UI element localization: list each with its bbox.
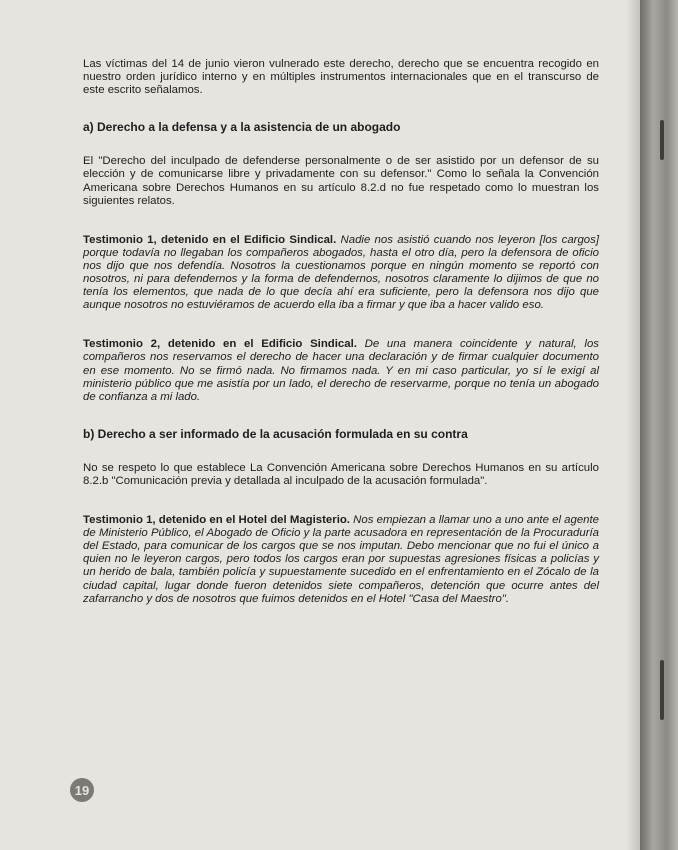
testimony-b1-title: Testimonio 1, detenido en el Hotel del Magisterio. xyxy=(83,514,350,527)
section-a-heading: a) Derecho a la defensa y a la asistencia de un abogado xyxy=(83,120,401,135)
spine-mark-top xyxy=(660,120,664,160)
section-a-paragraph: El "Derecho del inculpado de defenderse personalmente o de ser asistido por un defensor de su elección y de comunicarse libre y privadamente con su defensor." Como lo señala la Convención Americana sobre Derechos Humanos en su artículo 8.2.d no fue respetado como lo muestran los siguientes relatos. xyxy=(83,155,599,207)
testimony-b1 xyxy=(83,514,599,606)
page-content xyxy=(83,58,599,606)
testimony-a1-title: Testimonio 1, detenido en el Edificio Sindical. xyxy=(83,233,337,246)
section-b-heading: b) Derecho a ser informado de la acusación formulada en su contra xyxy=(83,426,468,441)
section-b-paragraph: No se respeto lo que establece La Convención Americana sobre Derechos Humanos en su artículo 8.2.b "Comunicación previa y detallada al inculpado de la acusación formulada". xyxy=(83,461,599,487)
testimony-a2 xyxy=(83,338,599,403)
testimony-a1 xyxy=(83,234,599,313)
testimony-a2-body: De una manera coincidente y natural, los compañeros nos reservamos el derecho de hacer una declaración y de firmar cualquier documento en ese momento. No se firmó nada. No firmamos nada. Y en mi caso particular, yo sí le exigí al ministerio público que me asistía por un lado, el derecho de reservarme, porque no tenía un abogado de confianza a mi lado. xyxy=(83,338,599,403)
page-number-badge: 19 xyxy=(70,778,94,802)
testimony-a1-body: Nadie nos asistió cuando nos leyeron [los cargos] porque todavía no llegaban los compañeros abogados, hasta el otro día, pero la defensora de oficio nos dijo que nos defendía. Nosotros la cuestionamos porque en ningún momento se reportó con nosotros, ni para defendernos y la forma de defendernos, nosotros claramente lo dijimos de que no tenía los elementos, que nada de lo que decía ahí era suficiente, pero la defensora nos dijo que aunque nosotros no estuviéramos de acuerdo ella iba a firmar y que iba a hacer valido eso. xyxy=(83,233,599,312)
spine-mark-bottom xyxy=(660,660,664,720)
testimony-a2-title: Testimonio 2, detenido en el Edificio Sindical. xyxy=(83,338,357,351)
book-spine xyxy=(640,0,678,850)
intro-paragraph: Las víctimas del 14 de junio vieron vulnerado este derecho, derecho que se encuentra recogido en nuestro orden jurídico interno y en múltiples instrumentos internacionales que en el transcurso de este escrito señalamos. xyxy=(83,58,599,97)
testimony-b1-body: Nos empiezan a llamar uno a uno ante el agente de Ministerio Público, el Abogado de Oficio y la parte acusadora en representación de la Procuraduría del Estado, para comunicar de los cargos que se nos imputan. Debo mencionar que no fui el único a quien no le leyeron cargos, pero todos los cargos eran por supuestas agresiones físicas a policías y un herido de bala, también policía y supuestamente sucedido en el enfrentamiento en el Zócalo de la ciudad capital, lugar donde fueron detenidos siete compañeros, detención que ocurre antes del zafarrancho y dos de nosotros que fuimos detenidos en el Hotel "Casa del Maestro". xyxy=(83,514,599,605)
